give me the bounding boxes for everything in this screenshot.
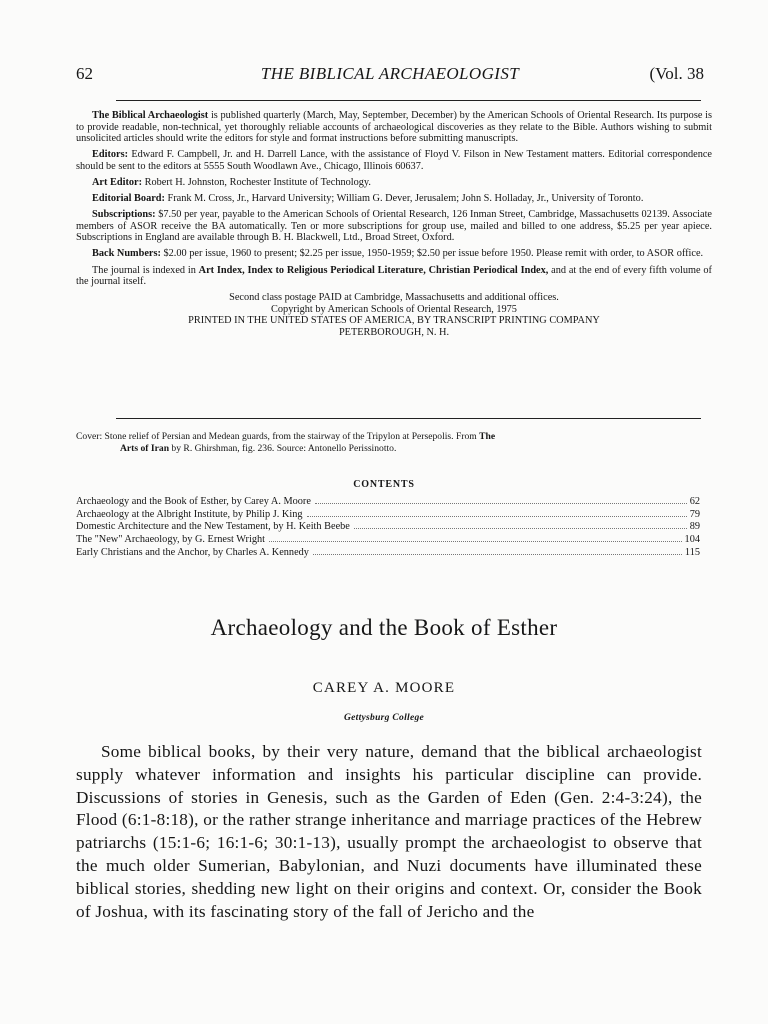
masthead-subscriptions — [76, 209, 712, 244]
top-rule — [116, 100, 701, 101]
index-list: Art Index, Index to Religious Periodical Literature, Christian Periodical Index, — [198, 264, 549, 276]
volume-label: (Vol. 38 — [649, 64, 704, 83]
index-text-end: and at the end of every fifth volume of the journal itself. — [76, 264, 712, 288]
toc-title: Archaeology at the Albright Institute, by Philip J. King — [76, 508, 303, 520]
postage-line: Second class postage PAID at Cambridge, Massachusetts and additional offices. — [229, 292, 559, 304]
toc-title: Domestic Architecture and the New Testament, by H. Keith Beebe — [76, 521, 350, 533]
article-title: Archaeology and the Book of Esther — [210, 615, 558, 640]
subscriptions-text: $7.50 per year, payable to the American Schools of Oriental Research, 126 Inman Street, Cambridge, Massachusetts 02139. Associate members of ASOR receive the BA automatically. Ten or more subscriptions for group use, mailed and billed to one address, $5.25 per year apiece. Subscriptions in England are available through B. H. Blackwell, Ltd., Broad Street, Oxford. — [76, 209, 712, 244]
toc-page: 62 — [689, 496, 700, 507]
author-affiliation: Gettysburg College — [343, 713, 425, 723]
masthead-index — [76, 265, 712, 288]
toc-page: 115 — [684, 546, 700, 558]
running-head — [76, 64, 704, 88]
body-paragraph: Some biblical books, by their very nature, demand that the biblical archaeologist supply whatever information and insights his particular discipline can provide. Discussions of stories in Genesis, such as the Garden of Eden (Gen. 2:4-3:24), the Flood (6:1-8:18), or the rather strange inheritance and marriage practices of the Hebrew patriarchs (15:1-6; 16:1-6; 30:1-13), usually prompt the archaeologist to observe that the much older Sumerian, Babylonian, and Nuzi documents have illuminated these biblical stories, shedding new light on their origins and context. Or, consider the Book of Joshua, with its fascinating story of the fall of Jericho and the — [76, 742, 702, 921]
cover-caption — [76, 431, 712, 455]
toc-entry[interactable] — [76, 547, 700, 560]
cover-line-1 — [76, 431, 712, 443]
toc-entry[interactable] — [76, 496, 700, 509]
masthead — [76, 110, 712, 339]
toc-leader — [269, 541, 682, 542]
back-numbers-label: Back Numbers: — [92, 248, 161, 260]
cover-source: by R. Ghirshman, fig. 236. Source: Antonello Perissinotto. — [169, 443, 397, 454]
cover-book-title-end: Arts of Iran — [120, 443, 170, 454]
art-editor-label: Art Editor: — [92, 176, 143, 188]
printed-line: PRINTED IN THE UNITED STATES OF AMERICA, BY TRANSCRIPT PRINTING COMPANY — [188, 315, 600, 327]
editors-label: Editors: — [92, 149, 129, 161]
toc-entry[interactable] — [76, 509, 700, 522]
middle-rule — [116, 418, 701, 419]
journal-title: THE BIBLICAL ARCHAEOLOGIST — [260, 64, 520, 83]
toc-page: 79 — [689, 508, 700, 520]
contents-heading: CONTENTS — [353, 479, 415, 490]
masthead-art-editor — [76, 177, 712, 189]
art-editor-text: Robert H. Johnston, Rochester Institute of Technology. — [142, 176, 371, 188]
toc-page: 89 — [689, 521, 700, 533]
index-text: The journal is indexed in — [92, 264, 199, 276]
copyright-line: Copyright by American Schools of Oriental Research, 1975 — [271, 303, 517, 315]
toc-title: The "New" Archaeology, by G. Ernest Wright — [76, 534, 265, 546]
masthead-editorial-board — [76, 193, 712, 205]
masthead-intro — [76, 110, 712, 145]
board-label: Editorial Board: — [92, 193, 165, 205]
journal-name: The Biblical Archaeologist — [92, 110, 209, 121]
editors-text: Edward F. Campbell, Jr. and H. Darrell Lance, with the assistance of Floyd V. Filson in New Testament matters. Editorial correspondence should be sent to the editors at 5555 South Woodlawn Ave., Chicago, Illinois 60637. — [76, 149, 712, 172]
masthead-editors — [76, 149, 712, 172]
toc-title: Early Christians and the Anchor, by Charles A. Kennedy — [76, 546, 309, 558]
toc-title: Archaeology and the Book of Esther, by Carey A. Moore — [76, 496, 311, 507]
subscriptions-label: Subscriptions: — [92, 209, 156, 221]
toc-page: 104 — [684, 534, 700, 546]
article-author: CAREY A. MOORE — [312, 680, 456, 696]
back-numbers-text: $2.00 per issue, 1960 to present; $2.25 per issue, 1950-1959; $2.50 per issue before 1950. Please remit with order, to ASOR office. — [160, 248, 704, 260]
cover-book-title-start: The — [479, 431, 496, 442]
toc-leader — [313, 554, 682, 555]
cover-line-2 — [76, 443, 712, 455]
table-of-contents — [76, 496, 700, 560]
intro-text: is published quarterly (March, May, September, December) by the American Schools of Oriental Research. Its purpose is to provide readable, non-technical, yet thoroughly reliable accounts of archaeological discoveries as they relate to the Bible. Authors wishing to submit unsolicited articles should write the editors for style and format instructions before submitting manuscripts. — [76, 110, 712, 145]
printed-city-line: PETERBOROUGH, N. H. — [338, 327, 450, 338]
toc-entry[interactable] — [76, 521, 700, 534]
toc-leader — [354, 528, 687, 529]
article-body — [76, 741, 702, 923]
masthead-back-numbers — [76, 248, 712, 260]
cover-text: Cover: Stone relief of Persian and Medean guards, from the stairway of the Tripylon at Persepolis. From — [76, 431, 480, 442]
page-number: 62 — [76, 64, 93, 83]
toc-entry[interactable] — [76, 534, 700, 547]
board-text: Frank M. Cross, Jr., Harvard University; William G. Dever, Jerusalem; John S. Holladay, Jr., University of Toronto. — [164, 193, 644, 205]
toc-leader — [315, 503, 687, 504]
toc-leader — [307, 516, 687, 517]
